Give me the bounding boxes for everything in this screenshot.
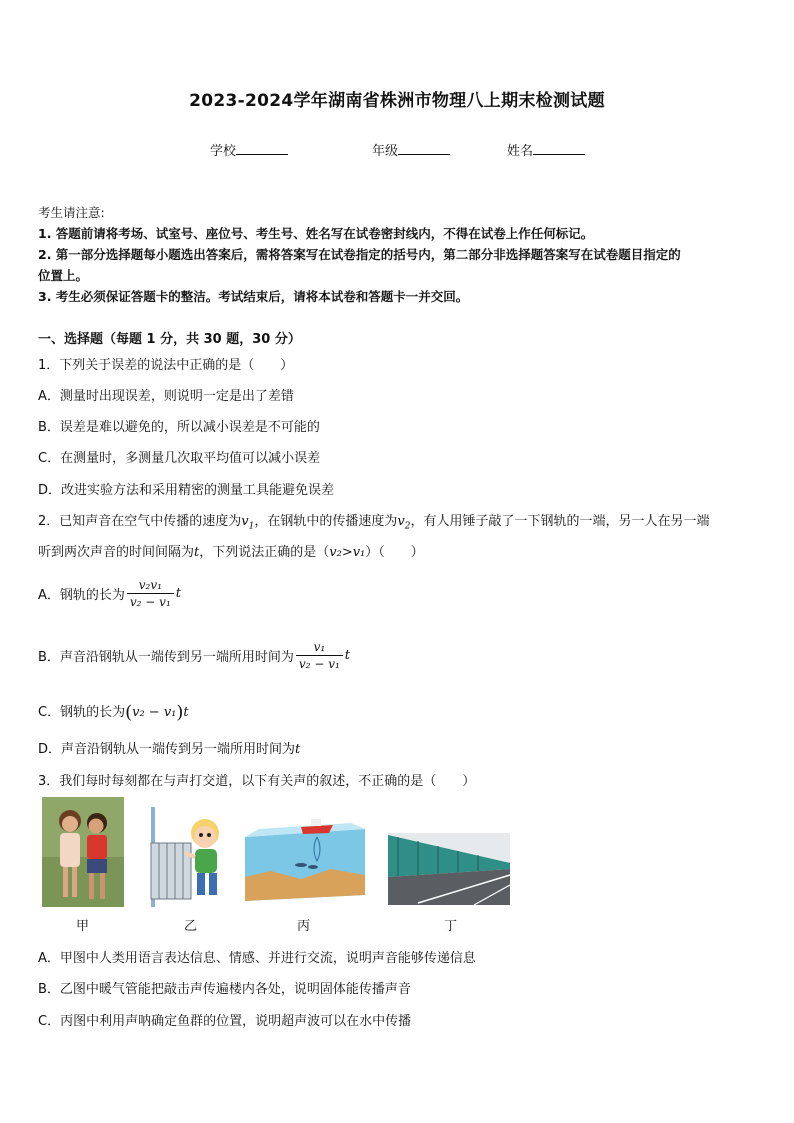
q2-option-b[interactable]: B．声音沿钢轨从一端传到另一端所用时间为 $\frac{\text{v₁}}{\text{v₂ − v₁}}$ t: [38, 640, 351, 671]
school-field[interactable]: [210, 140, 288, 159]
figure-jia-children-image: [42, 797, 124, 907]
name-field[interactable]: [507, 140, 585, 159]
q2-condition: v₂>v₁: [329, 545, 366, 560]
q2-text-f: ）（ ）: [365, 545, 424, 560]
q2-text-d: 听到两次声音的时间间隔为: [38, 545, 195, 560]
figure-yi-radiator-image: [149, 797, 231, 907]
school-blank[interactable]: [236, 142, 288, 155]
q1-option-c[interactable]: C．在测量时，多测量几次取平均值可以减小误差: [38, 451, 321, 466]
q3-option-b[interactable]: B．乙图中暖气管能把敲击声传遍楼内各处，说明固体能传播声音: [38, 982, 411, 997]
page-title: 2023-2024学年湖南省株洲市物理八上期末检测试题: [189, 91, 605, 111]
notice-item-3: 3. 考生必须保证答题卡的整洁。考试结束后，请将本试卷和答题卡一并交回。: [38, 289, 469, 304]
q2-v1: $v_1$: [241, 514, 255, 532]
notice-item-2-cont: 位置上。: [38, 268, 89, 283]
notice-heading: 考生请注意:: [38, 205, 105, 220]
q2-v2: $v_2$: [397, 514, 411, 532]
figure-label-yi: 乙: [184, 919, 198, 934]
q3-option-a[interactable]: A．甲图中人类用语言表达信息、情感、并进行交流，说明声音能够传递信息: [38, 951, 476, 966]
grade-blank[interactable]: [398, 142, 450, 155]
figure-label-bing: 丙: [297, 919, 311, 934]
q2-text-b: ，在钢轨中的传播速度为: [254, 514, 398, 529]
section-heading: 一、选择题（每题 1 分，共 30 题，30 分）: [38, 332, 301, 347]
q2-option-b-fraction: $\frac{\text{v₁}}{\text{v₂ − v₁}}$: [296, 640, 343, 671]
q1-stem: 1．下列关于误差的说法中正确的是（ ）: [38, 358, 294, 373]
name-label: 姓名: [507, 144, 534, 159]
name-blank[interactable]: [533, 142, 585, 155]
grade-label: 年级: [372, 144, 399, 159]
figure-bing-sonar-image: [241, 797, 369, 907]
q2-text-e: ，下列说法正确的是（: [199, 545, 330, 560]
school-label: 学校: [210, 144, 237, 159]
q2-option-d[interactable]: D．声音沿钢轨从一端传到另一端所用时间为t: [38, 742, 301, 757]
q2-stem-line1: [38, 510, 710, 532]
notice-item-1: 1. 答题前请将考场、试室号、座位号、考生号、姓名写在试卷密封线内，不得在试卷上作任何标记。: [38, 226, 594, 241]
q2-option-a-fraction: $\frac{\text{v₂v₁}}{\text{v₂ − v₁}}$: [127, 578, 174, 609]
notice-item-2: 2. 第一部分选择题每小题选出答案后，需将答案写在试卷指定的括号内，第二部分非选择题答案写在试卷题目指定的: [38, 247, 681, 262]
q2-option-c[interactable]: C．钢轨的长为(v₂ − v₁)t: [38, 702, 189, 723]
q2-option-c-expr: v₂ − v₁: [132, 705, 177, 720]
q2-text-c: ，有人用锤子敲了一下钢轨的一端，另一人在另一端: [410, 514, 710, 529]
q1-option-d[interactable]: D．改进实验方法和采用精密的测量工具能避免误差: [38, 483, 335, 498]
grade-field[interactable]: [372, 140, 450, 159]
q1-option-a[interactable]: A．测量时出现误差，则说明一定是出了差错: [38, 389, 294, 404]
figure-ding-sound-barrier-image: [388, 797, 510, 907]
q3-option-c[interactable]: C．丙图中利用声呐确定鱼群的位置，说明超声波可以在水中传播: [38, 1014, 412, 1029]
q2-text-a: 2．已知声音在空气中传播的速度为: [38, 514, 242, 529]
figure-label-ding: 丁: [444, 919, 458, 934]
q2-option-a[interactable]: A．钢轨的长为 $\frac{\text{v₂v₁}}{\text{v₂ − v₁}}$ t: [38, 578, 182, 609]
q1-option-b[interactable]: B．误差是难以避免的，所以减小误差是不可能的: [38, 420, 320, 435]
q3-stem: 3．我们每时每刻都在与声打交道，以下有关声的叙述，不正确的是（ ）: [38, 774, 476, 789]
figure-label-jia: 甲: [76, 919, 90, 934]
q2-t: t: [194, 545, 200, 560]
q2-stem-line2: [38, 541, 424, 560]
